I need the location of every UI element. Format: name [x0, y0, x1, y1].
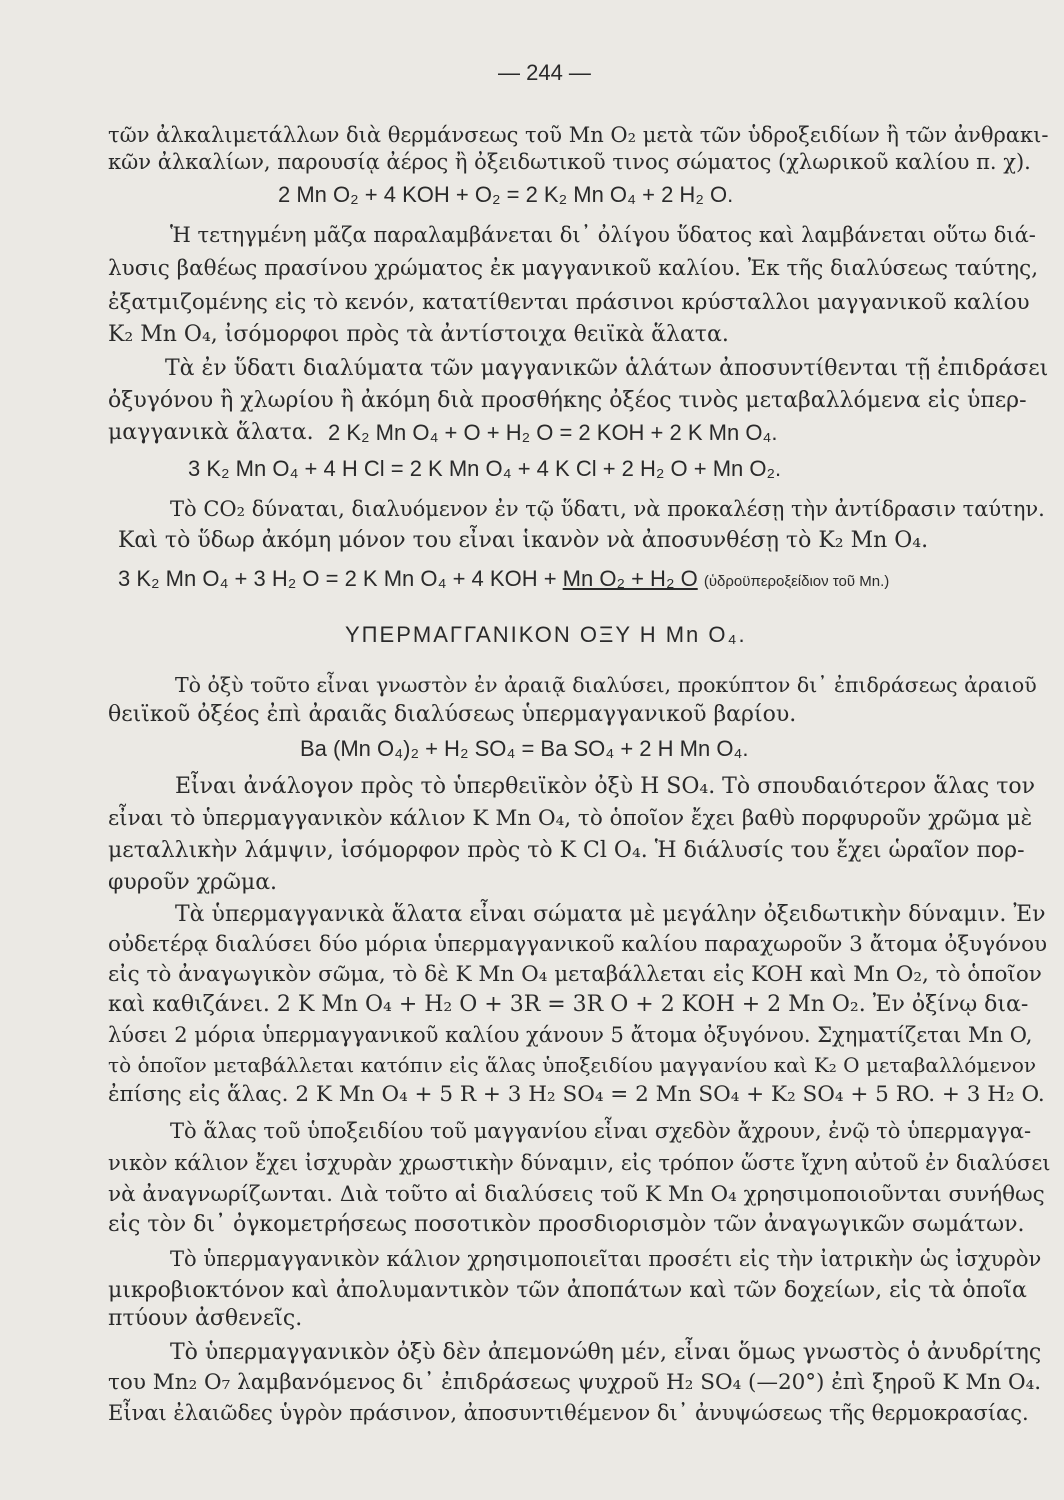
- equation: 3 K₂ Mn O₄ + 4 H Cl = 2 K Mn O₄ + 4 K Cl + 2 H₂ O + Mn O₂.: [188, 456, 782, 481]
- text-line: Τὸ CO₂ δύναται, διαλυόμενον ἐν τῷ ὕδατι, νὰ προκαλέσῃ τὴν ἀντίδρασιν ταύτην.: [170, 497, 1045, 521]
- text-line: τὸ ὁποῖον μεταβάλλεται κατόπιν εἰς ἅλας ὑποξειδίου μαγγανίου καὶ K₂ O μεταβαλλόμενον: [108, 1053, 1037, 1077]
- text-line: Τὸ ὀξὺ τοῦτο εἶναι γνωστὸν ἐν ἀραιᾷ διαλύσει, προκύπτον δι᾽ ἐπιδράσεως ἀραιοῦ: [175, 673, 1037, 697]
- text-line: ὀξυγόνου ἢ χλωρίου ἢ ἀκόμη διὰ προσθήκης ὀξέος τινὸς μεταβαλλόμενα εἰς ὑπερ-: [108, 388, 1027, 413]
- text-line: τῶν ἀλκαλιμετάλλων διὰ θερμάνσεως τοῦ Mn O₂ μετὰ τῶν ὑδροξειδίων ἢ τῶν ἀνθρακι-: [108, 123, 1049, 147]
- text-line: Τὸ ἅλας τοῦ ὑποξειδίου τοῦ μαγγανίου εἶναι σχεδὸν ἄχρουν, ἐνῷ τὸ ὑπερμαγγα-: [170, 1119, 1032, 1143]
- equation-main: 3 K₂ Mn O₄ + 3 H₂ O = 2 K Mn O₄ + 4 KOH +: [118, 566, 563, 591]
- page-number: — 244 —: [498, 60, 591, 85]
- text-line: K₂ Mn O₄, ἰσόμορφοι πρὸς τὰ ἀντίστοιχα θειϊκὰ ἅλατα.: [108, 322, 729, 347]
- text-line: κῶν ἀλκαλίων, παρουσίᾳ ἀέρος ἢ ὀξειδωτικοῦ τινος σώματος (χλωρικοῦ καλίου π. χ).: [108, 150, 1031, 174]
- text-line: Τὰ ὑπερμαγγανικὰ ἅλατα εἶναι σώματα μὲ μεγάλην ὀξειδωτικὴν δύναμιν. Ἐν: [175, 902, 1046, 927]
- text-line: Τὸ ὑπερμαγγανικὸν ὀξὺ δὲν ἀπεμονώθη μέν, εἶναι ὅμως γνωστὸς ὁ ἀνυδρίτης: [170, 1340, 1042, 1365]
- text-line: μεταλλικὴν λάμψιν, ἰσόμορφον πρὸς τὸ K Cl O₄. Ἡ διάλυσίς του ἔχει ὡραῖον πορ-: [108, 838, 1025, 863]
- equation-note: (ὑδροϋπεροξείδιον τοῦ Mn.): [703, 573, 890, 590]
- text-line: εἰς τὸ ἀναγωγικὸν σῶμα, τὸ δὲ K Mn O₄ μεταβάλλεται εἰς KOH καὶ Mn O₂, τὸ ὁποῖον: [108, 962, 1042, 987]
- equation: Ba (Mn O₄)₂ + H₂ SO₄ = Ba SO₄ + 2 H Mn O₄.: [300, 736, 749, 761]
- text-line: εἶναι τὸ ὑπερμαγγανικὸν κάλιον K Mn O₄, τὸ ὁποῖον ἔχει βαθὺ πορφυροῦν χρῶμα μὲ: [108, 806, 1033, 831]
- text-line: Ἡ τετηγμένη μᾶζα παραλαμβάνεται δι᾽ ὀλίγου ὕδατος καὶ λαμβάνεται οὕτω διά-: [170, 223, 1036, 247]
- text-line: Τὰ ἐν ὕδατι διαλύματα τῶν μαγγανικῶν ἁλάτων ἀποσυντίθενται τῇ ἐπιδράσει: [165, 356, 1049, 381]
- text-line: Εἶναι ἐλαιῶδες ὑγρὸν πράσινον, ἀποσυντιθέμενον δι᾽ ἀνυψώσεως τῆς θερμοκρασίας.: [108, 1401, 1029, 1425]
- equation-underlined: Mn O₂ + H₂ O: [562, 566, 698, 591]
- text-line: εἰς τὸν δι᾽ ὀγκομετρήσεως ποσοτικὸν προσδιορισμὸν τῶν ἀναγωγικῶν σωμάτων.: [108, 1212, 1025, 1237]
- text-line: μικροβιοκτόνον καὶ ἀπολυμαντικὸν τῶν ἀποπάτων καὶ τῶν δοχείων, εἰς τὰ ὁποῖα: [108, 1278, 1027, 1303]
- text-line: λυσις βαθέως πρασίνου χρώματος ἐκ μαγγανικοῦ καλίου. Ἐκ τῆς διαλύσεως ταύτης,: [108, 256, 1039, 281]
- equation: 2 Mn O₂ + 4 KOH + O₂ = 2 K₂ Mn O₄ + 2 H₂ O.: [278, 182, 734, 207]
- text-line: νικὸν κάλιον ἔχει ἰσχυρὰν χρωστικὴν δύναμιν, εἰς τρόπον ὥστε ἴχνη αὐτοῦ ἐν διαλύσει: [108, 1151, 1051, 1175]
- text-line: θειϊκοῦ ὀξέος ἐπὶ ἀραιᾶς διαλύσεως ὑπερμαγγανικοῦ βαρίου.: [108, 702, 797, 727]
- text-line: Καὶ τὸ ὕδωρ ἀκόμη μόνον του εἶναι ἱκανὸν νὰ ἀποσυνθέσῃ τὸ K₂ Mn O₄.: [118, 528, 929, 553]
- section-heading: ΥΠΕΡΜΑΓΓΑΝΙΚΟΝ ΟΞΥ H Mn O₄.: [345, 622, 747, 647]
- text-line: Εἶναι ἀνάλογον πρὸς τὸ ὑπερθειϊκὸν ὀξὺ H SO₄. Τὸ σπουδαιότερον ἅλας τον: [175, 774, 1036, 799]
- text-line: μαγγανικὰ ἅλατα.: [108, 420, 314, 445]
- text-line: ἐξατμιζομένης εἰς τὸ κενόν, κατατίθενται πράσινοι κρύσταλλοι μαγγανικοῦ καλίου: [108, 290, 1030, 315]
- text-line: οὐδετέρᾳ διαλύσει δύο μόρια ὑπερμαγγανικοῦ καλίου παραχωροῦν 3 ἄτομα ὀξυγόνου: [108, 932, 1048, 957]
- text-line: Τὸ ὑπερμαγγανικὸν κάλιον χρησιμοποιεῖται προσέτι εἰς τὴν ἰατρικὴν ὡς ἰσχυρὸν: [170, 1247, 1042, 1271]
- text-line: του Mn₂ O₇ λαμβανόμενος δι᾽ ἐπιδράσεως ψυχροῦ H₂ SO₄ (—20°) ἐπὶ ξηροῦ K Mn O₄.: [108, 1370, 1042, 1395]
- text-line: ἐπίσης εἰς ἅλας. 2 K Mn O₄ + 5 R + 3 H₂ SO₄ = 2 Mn SO₄ + K₂ SO₄ + 5 RO. + 3 H₂ O.: [108, 1082, 1045, 1107]
- equation: 2 K₂ Mn O₄ + O + H₂ O = 2 KOH + 2 K Mn O₄.: [328, 420, 778, 445]
- text-line: νὰ ἀναγνωρίζωνται. Διὰ τοῦτο αἱ διαλύσεις τοῦ K Mn O₄ χρησιμοποιοῦνται συνήθως: [108, 1182, 1045, 1207]
- equation: [118, 566, 889, 595]
- text-line: λύσει 2 μόρια ὑπερμαγγανικοῦ καλίου χάνουν 5 ἄτομα ὀξυγόνου. Σχηματίζεται Mn O,: [108, 1023, 1033, 1047]
- text-line: πτύουν ἀσθενεῖς.: [108, 1306, 303, 1331]
- text-line: καὶ καθιζάνει. 2 K Mn O₄ + H₂ O + 3R = 3R O + 2 KOH + 2 Mn O₂. Ἐν ὀξίνῳ δια-: [108, 992, 1029, 1017]
- text-line: φυροῦν χρῶμα.: [108, 870, 278, 895]
